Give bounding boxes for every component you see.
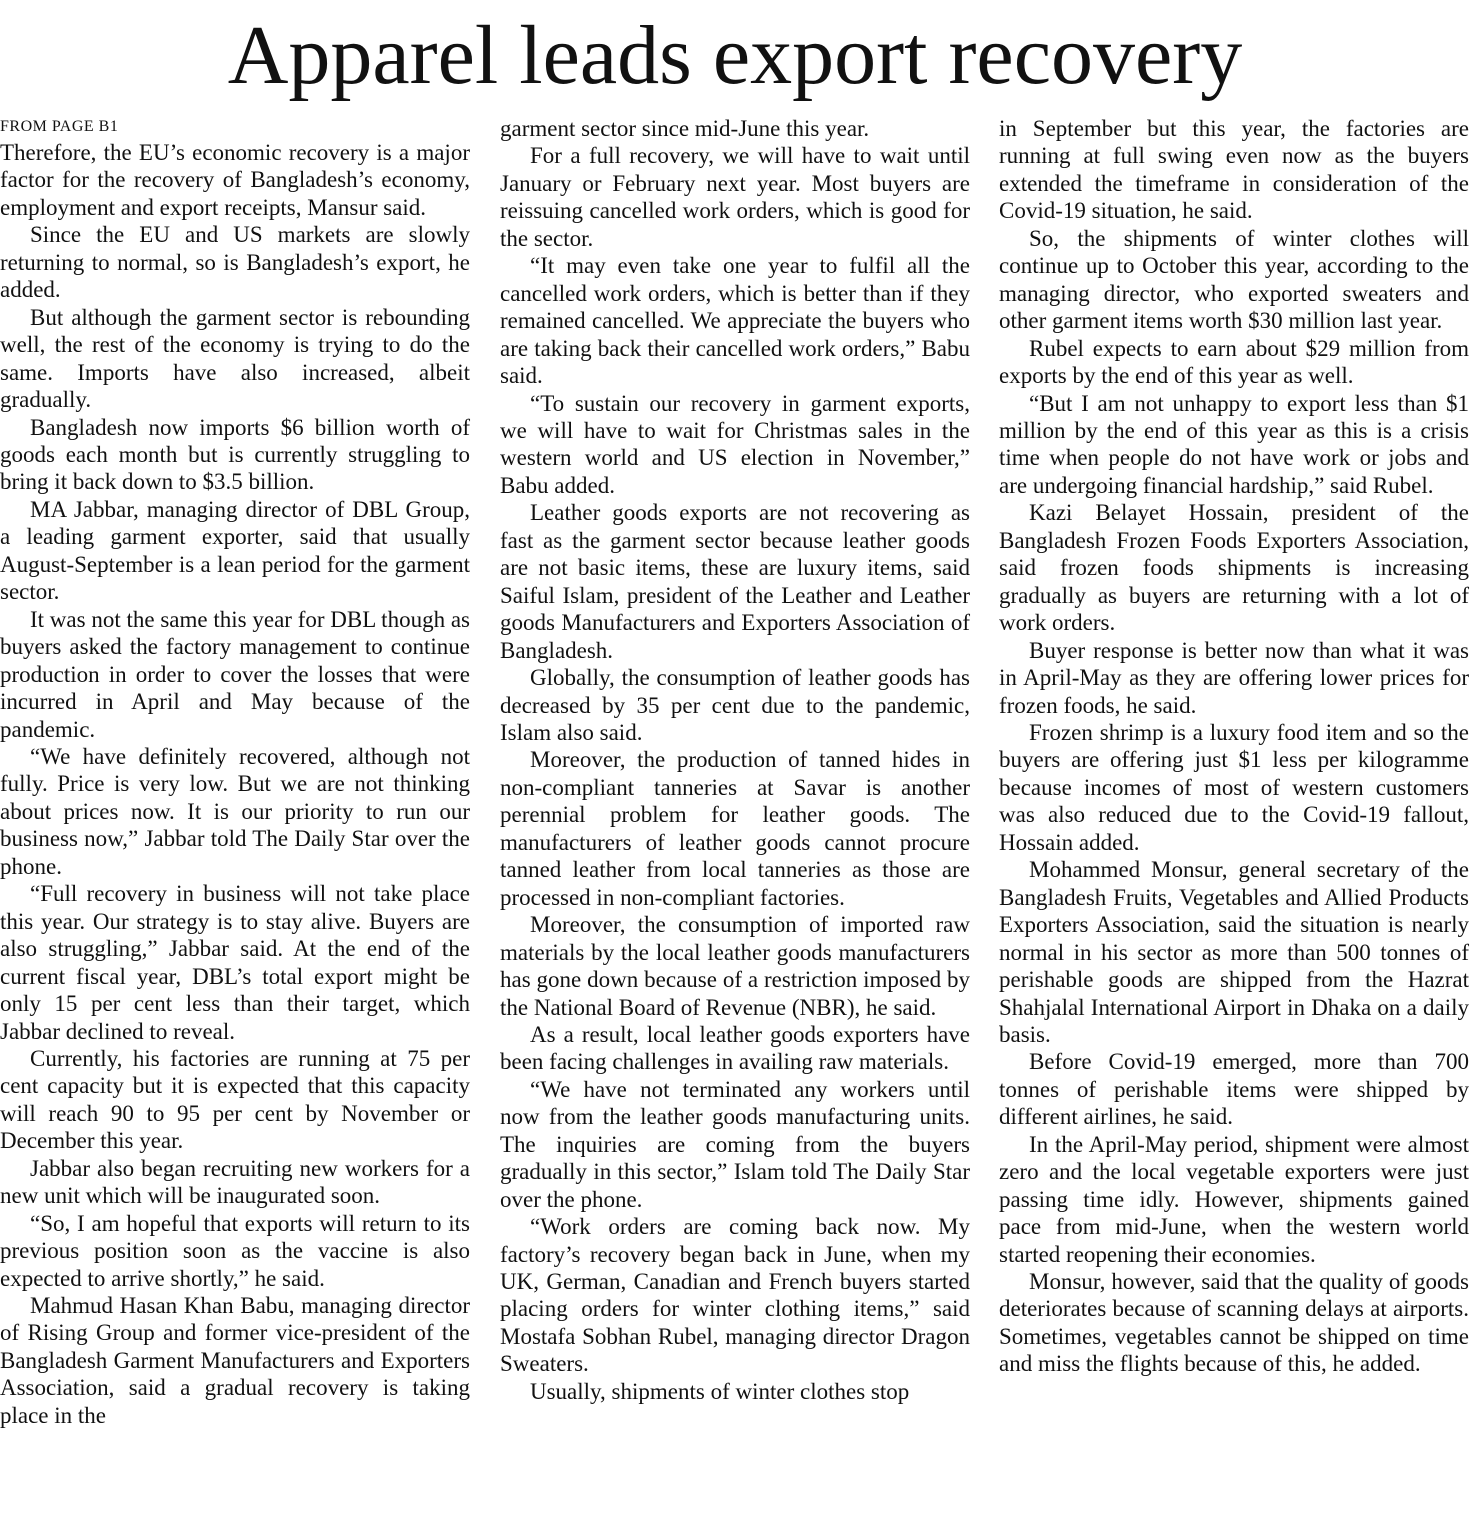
paragraph: Mohammed Monsur, general secretary of the Bangladesh Fruits, Vegetables and Allied Products Exporters Association, said the situation is nearly normal in his sector as more than 500 tonnes of perishable goods are shipped from the Hazrat Shahjalal International Airport in Dhaka on a daily basis. — [999, 857, 1469, 1047]
paragraph: It was not the same this year for DBL though as buyers asked the factory management to continue production in order to cover the losses that were incurred in April and May because of the pandemic. — [0, 606, 470, 742]
paragraph: Monsur, however, said that the quality of goods deteriorates because of scanning delays at airports. Sometimes, vegetables cannot be shipped on time and miss the flights because of this, he added. — [999, 1269, 1469, 1377]
paragraph: Since the EU and US markets are slowly returning to normal, so is Bangladesh’s export, he added. — [0, 222, 470, 303]
paragraph: Globally, the consumption of leather goods has decreased by 35 per cent due to the pandemic, Islam also said. — [500, 665, 970, 745]
article-column-1 — [0, 115, 470, 1429]
paragraph: Mahmud Hasan Khan Babu, managing director of Rising Group and former vice-president of the Bangladesh Garment Manufacturers and Exporters Association, said a gradual recovery is taking place in the — [0, 1293, 470, 1428]
paragraph: MA Jabbar, managing director of DBL Group, a leading garment exporter, said that usually August-September is a lean period for the garment sector. — [0, 496, 470, 605]
paragraph: “Full recovery in business will not take place this year. Our strategy is to stay alive. Buyers are also struggling,” Jabbar said. At the end of the current fiscal year, DBL’s total export might be only 15 per cent less than their target, which Jabbar declined to reveal. — [0, 881, 470, 1044]
paragraph: “We have not terminated any workers until now from the leather goods manufacturing units. The inquiries are coming from the buyers gradually in this sector,” Islam told The Daily Star over the phone. — [500, 1076, 970, 1212]
article-column-2 — [500, 115, 970, 1405]
paragraph: “But I am not unhappy to export less than $1 million by the end of this year as this is a crisis time when people do not have work or jobs and are undergoing financial hardship,” said Rubel. — [999, 390, 1469, 498]
paragraph: Buyer response is better now than what it was in April-May as they are offering lower prices for frozen foods, he said. — [999, 637, 1469, 718]
paragraph: “We have definitely recovered, although not fully. Price is very low. But we are not thinking about prices now. It is our priority to run our business now,” Jabbar told The Daily Star over the phone. — [0, 743, 470, 879]
paragraph: For a full recovery, we will have to wait until January or February next year. Most buyers are reissuing cancelled work orders, which is good for the sector. — [500, 143, 970, 251]
paragraph: Jabbar also began recruiting new workers for a new unit which will be inaugurated soon. — [0, 1155, 470, 1209]
paragraph: As a result, local leather goods exporters have been facing challenges in availing raw materials. — [500, 1021, 970, 1075]
paragraph: “It may even take one year to fulfil all the cancelled work orders, which is better than if they remained cancelled. We appreciate the buyers who are taking back their cancelled work orders,” Babu said. — [500, 253, 970, 389]
paragraph: garment sector since mid-June this year. — [500, 116, 870, 141]
paragraph: But although the garment sector is rebounding well, the rest of the economy is trying to do the same. Imports have also increased, albeit gradually. — [0, 304, 470, 413]
paragraph: “Work orders are coming back now. My factory’s recovery began back in June, when my UK, German, Canadian and French buyers started placing orders for winter clothing items,” said Mostafa Sobhan Rubel, managing director Dragon Sweaters. — [500, 1214, 970, 1377]
paragraph: Kazi Belayet Hossain, president of the Bangladesh Frozen Foods Exporters Association, said frozen foods shipments is increasing gradually as buyers are returning with a lot of work orders. — [999, 500, 1469, 636]
paragraph: in September but this year, the factories are running at full swing even now as the buyers extended the timeframe in consideration of the Covid-19 situation, he said. — [999, 116, 1469, 224]
paragraph: Moreover, the consumption of imported raw materials by the local leather goods manufacturers has gone down because of a restriction imposed by the National Board of Revenue (NBR), he said. — [500, 912, 970, 1020]
paragraph: “So, I am hopeful that exports will return to its previous position soon as the vaccine is also expected to arrive shortly,” he said. — [0, 1210, 470, 1291]
paragraph: Frozen shrimp is a luxury food item and so the buyers are offering just $1 less per kilogramme because incomes of most of western customers was also reduced due to the Covid-19 fallout, Hossain added. — [999, 719, 1469, 855]
paragraph: Currently, his factories are running at 75 per cent capacity but it is expected that this capacity will reach 90 to 95 per cent by November or December this year. — [0, 1045, 470, 1154]
article-column-3 — [999, 115, 1469, 1378]
paragraph: Usually, shipments of winter clothes stop — [530, 1378, 910, 1404]
paragraph: “To sustain our recovery in garment exports, we will have to wait for Christmas sales in the western world and US election in November,” Babu added. — [500, 390, 970, 498]
paragraph: Before Covid-19 emerged, more than 700 tonnes of perishable items were shipped by different airlines, he said. — [999, 1049, 1469, 1130]
paragraph: So, the shipments of winter clothes will continue up to October this year, according to the managing director, who exported sweaters and other garment items worth $30 million last year. — [999, 225, 1469, 334]
paragraph: Rubel expects to earn about $29 million from exports by the end of this year as well. — [999, 335, 1469, 389]
paragraph: Therefore, the EU’s economic recovery is a major factor for the recovery of Bangladesh’s economy, employment and export receipts, Mansur said. — [0, 140, 470, 220]
paragraph: Bangladesh now imports $6 billion worth of goods each month but is currently struggling to bring it back down to $3.5 billion. — [0, 414, 470, 495]
paragraph: In the April-May period, shipment were almost zero and the local vegetable exporters were just passing time idly. However, shipments gained pace from mid-June, when the western world started reopening their economies. — [999, 1131, 1469, 1267]
kicker-from-page: FROM PAGE B1 — [0, 118, 119, 135]
paragraph: Leather goods exports are not recovering as fast as the garment sector because leather goods are not basic items, these are luxury items, said Saiful Islam, president of the Leather and Leather goods Manufacturers and Exporters Association of Bangladesh. — [500, 500, 970, 663]
paragraph: Moreover, the production of tanned hides in non-compliant tanneries at Savar is another perennial problem for leather goods. The manufacturers of leather goods cannot procure tanned leather from local tanneries as those are processed in non-compliant factories. — [500, 747, 970, 910]
headline: Apparel leads export recovery — [227, 9, 1243, 102]
